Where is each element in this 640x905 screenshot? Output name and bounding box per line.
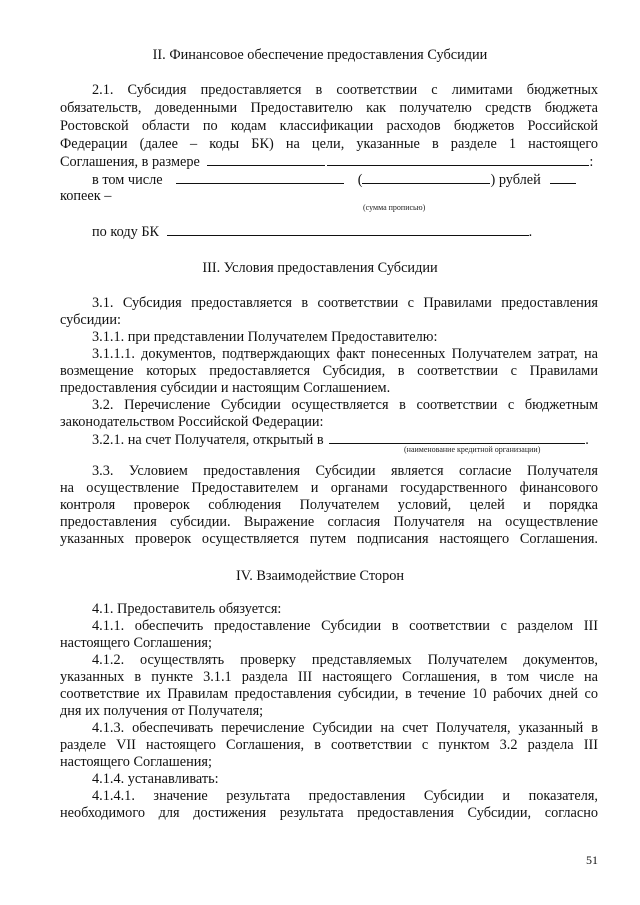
para-2-1-line-3: Ростовской области по кодам классификации расходов бюджетов Российской (60, 118, 598, 134)
para-3-2-line-2: законодательством Российской Федерации: (60, 414, 324, 430)
account-label: 3.2.1. на счет Получателя, открытый в (92, 432, 324, 448)
para-2-1-line-5: Соглашения, в размере : (60, 154, 594, 170)
para-3-1-1-1-line-1: 3.1.1.1. документов, подтверждающих факт понесенных Получателем затрат, на (92, 346, 598, 362)
para-3-1-1-1-line-2: возмещение которых предоставляется Субсидия, в соответствии с Правилами (60, 363, 598, 379)
para-4-1-2-line-3: соответствие их Правилам предоставления субсидии, в течение 10 рабочих дней со (60, 686, 598, 702)
para-3-3-line-5: указанных проверок осуществляется путем подписания настоящего Соглашения. (60, 531, 598, 547)
page-number: 51 (586, 853, 598, 867)
including-amount-blank (176, 171, 344, 184)
section-4-heading: IV. Взаимодействие Сторон (235, 568, 405, 584)
para-3-1-line-1: 3.1. Субсидия предоставляется в соответствии с Правилами предоставления (92, 295, 598, 311)
para-4-1-1-line-2: настоящего Соглашения; (60, 635, 212, 651)
para-4-1-3-line-2: разделе VII настоящего Соглашения, в соответствии с пунктом 3.2 раздела III (60, 737, 598, 753)
bank-name-blank (329, 431, 585, 444)
para-3-3-line-4: предоставления субсидии. Выражение согласия Получателя на осуществление (60, 514, 598, 530)
para-3-1-1: 3.1.1. при представлении Получателем Предоставителю: (92, 329, 438, 345)
para-3-1-1-1-line-3: предоставления субсидии и настоящим Соглашением. (60, 380, 391, 396)
para-3-2-1: 3.2.1. на счет Получателя, открытый в . (92, 432, 589, 448)
para-4-1-1-line-1: 4.1.1. обеспечить предоставление Субсидии в соответствии с разделом III (92, 618, 598, 634)
sum-in-words-note: (сумма прописью) (363, 203, 426, 212)
para-3-3-line-1: 3.3. Условием предоставления Субсидии является согласие Получателя (92, 463, 598, 479)
para-4-1-4: 4.1.4. устанавливать: (92, 771, 219, 787)
para-4-1-3-line-3: настоящего Соглашения; (60, 754, 212, 770)
bk-code-blank (167, 223, 529, 236)
para-4-1-4-1-line-1: 4.1.4.1. значение результата предоставления Субсидии и показателя, (92, 788, 598, 804)
kopecks-line: копеек – (60, 188, 112, 204)
para-4-1: 4.1. Предоставитель обязуется: (92, 601, 282, 617)
amount-number-blank (207, 153, 325, 166)
bank-name-note: (наименование кредитной организации) (404, 445, 541, 454)
amount-label: Соглашения, в размере (60, 154, 200, 170)
para-4-1-2-line-4: дня их получения от Получателя; (60, 703, 264, 719)
para-2-1-line-4: Федерации (далее – коды БК) на цели, указанные в разделе 1 настоящего (60, 136, 598, 152)
section-3-heading: III. Условия предоставления Субсидии (202, 260, 438, 276)
para-4-1-4-1-line-2: необходимого для достижения результата предоставления Субсидии, согласно (60, 805, 598, 821)
including-kopecks-blank (550, 171, 576, 184)
section-2-heading: II. Финансовое обеспечение предоставления Субсидии (152, 47, 488, 63)
including-line: в том числе ( ) рублей (92, 171, 576, 189)
including-words-blank (362, 171, 490, 184)
para-3-3-line-3: контроля проверок соблюдения Получателем условий, целей и порядка (60, 497, 598, 513)
para-4-1-3-line-1: 4.1.3. обеспечивать перечисление Субсидии на счет Получателя, указанный в (92, 720, 598, 736)
bk-code-label: по коду БК (92, 224, 160, 240)
para-4-1-2-line-2: указанных в пункте 3.1.1 раздела III настоящего Соглашения, в том числе на (60, 669, 598, 685)
para-4-1-2-line-1: 4.1.2. осуществлять проверку представляемых Получателем документов, (92, 652, 598, 668)
para-2-1-line-1: 2.1. Субсидия предоставляется в соответствии с лимитами бюджетных (92, 82, 598, 98)
bk-code-line: по коду БК . (92, 224, 533, 240)
para-3-3-line-2: на осуществление Предоставителем и органами государственного финансового (60, 480, 598, 496)
para-3-2-line-1: 3.2. Перечисление Субсидии осуществляется в соответствии с бюджетным (92, 397, 598, 413)
amount-words-blank (327, 153, 589, 166)
para-2-1-line-2: обязательств, доведенными Предоставителю как получателю средств бюджета (60, 100, 598, 116)
para-3-1-line-2: субсидии: (60, 312, 121, 328)
including-label: в том числе (92, 172, 163, 188)
